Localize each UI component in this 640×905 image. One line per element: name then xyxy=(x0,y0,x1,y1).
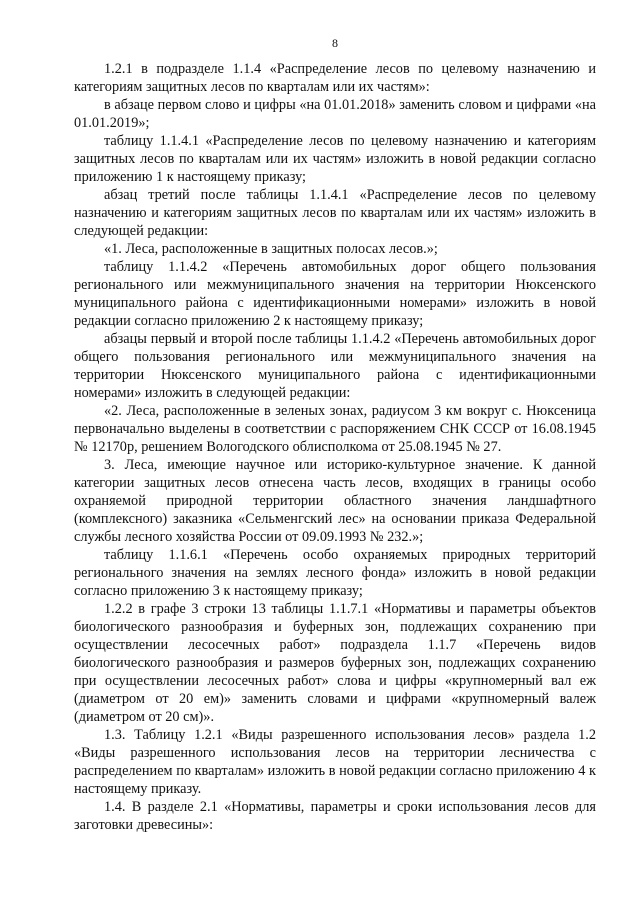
paragraph: таблицу 1.1.4.1 «Распределение лесов по целевому назначению и категориям защитных лесов по кварталам или их частям» изложить в новой редакции согласно приложению 1 к настоящему приказу; xyxy=(74,133,596,185)
paragraph: таблицу 1.1.4.2 «Перечень автомобильных дорог общего пользования регионального или межмуниципального значения на территории Нюксенского муниципального района с идентификационными номерами» изложить в новой редакции согласно приложению 2 к настоящему приказу; xyxy=(74,259,596,329)
document-body xyxy=(74,60,596,834)
paragraph: абзацы первый и второй после таблицы 1.1.4.2 «Перечень автомобильных дорог общего пользования регионального или межмуниципального значения на территории Нюксенского муниципального района с идентификационными номерами» изложить в следующей редакции: xyxy=(74,331,596,401)
paragraph: таблицу 1.1.6.1 «Перечень особо охраняемых природных территорий регионального значения на землях лесного фонда» изложить в новой редакции согласно приложению 3 к настоящему приказу; xyxy=(74,547,596,599)
paragraph: 1.2.2 в графе 3 строки 13 таблицы 1.1.7.1 «Нормативы и параметры объектов биологического разнообразия и буферных зон, подлежащих сохранению при осуществлении лесосечных работ» подраздела 1.1.7 «Перечень видов биологического разнообразия и размеров буферных зон, подлежащих сохранению при осуществлении лесосечных работ» слова и цифры «крупномерный вал еж (диаметром от 20 ем)» заменить словами и цифрами «крупномерный валеж (диаметром от 20 см)». xyxy=(74,601,596,725)
paragraph: 3. Леса, имеющие научное или историко-культурное значение. К данной категории защитных лесов отнесена часть лесов, входящих в границы особо охраняемой природной территории областного значения ландшафтного (комплексного) заказника «Сельменгский лес» на основании приказа Федеральной службы лесного хозяйства России от 09.09.1993 № 232.»; xyxy=(74,457,596,545)
paragraph: 1.3. Таблицу 1.2.1 «Виды разрешенного использования лесов» раздела 1.2 «Виды разрешенного использования лесов на территории лесничества с распределением по кварталам» изложить в новой редакции согласно приложению 4 к настоящему приказу. xyxy=(74,727,596,797)
paragraph: 1.2.1 в подразделе 1.1.4 «Распределение лесов по целевому назначению и категориям защитных лесов по кварталам или их частям»: xyxy=(74,61,596,95)
paragraph: 1.4. В разделе 2.1 «Нормативы, параметры и сроки использования лесов для заготовки древесины»: xyxy=(74,799,596,833)
paragraph: «2. Леса, расположенные в зеленых зонах, радиусом 3 км вокруг с. Нюксеница первоначально выделены в соответствии с распоряжением СНК СССР от 16.08.1945 № 12170р, решением Вологодского облисполкома от 25.08.1945 № 27. xyxy=(74,403,596,455)
paragraph: в абзаце первом слово и цифры «на 01.01.2018» заменить словом и цифрами «на 01.01.2019»; xyxy=(74,97,596,131)
paragraph: «1. Леса, расположенные в защитных полосах лесов.»; xyxy=(104,241,438,257)
paragraph: абзац третий после таблицы 1.1.4.1 «Распределение лесов по целевому назначению и категориям защитных лесов по кварталам или их частям» изложить в следующей редакции: xyxy=(74,187,596,239)
page-number: 8 xyxy=(332,36,338,50)
